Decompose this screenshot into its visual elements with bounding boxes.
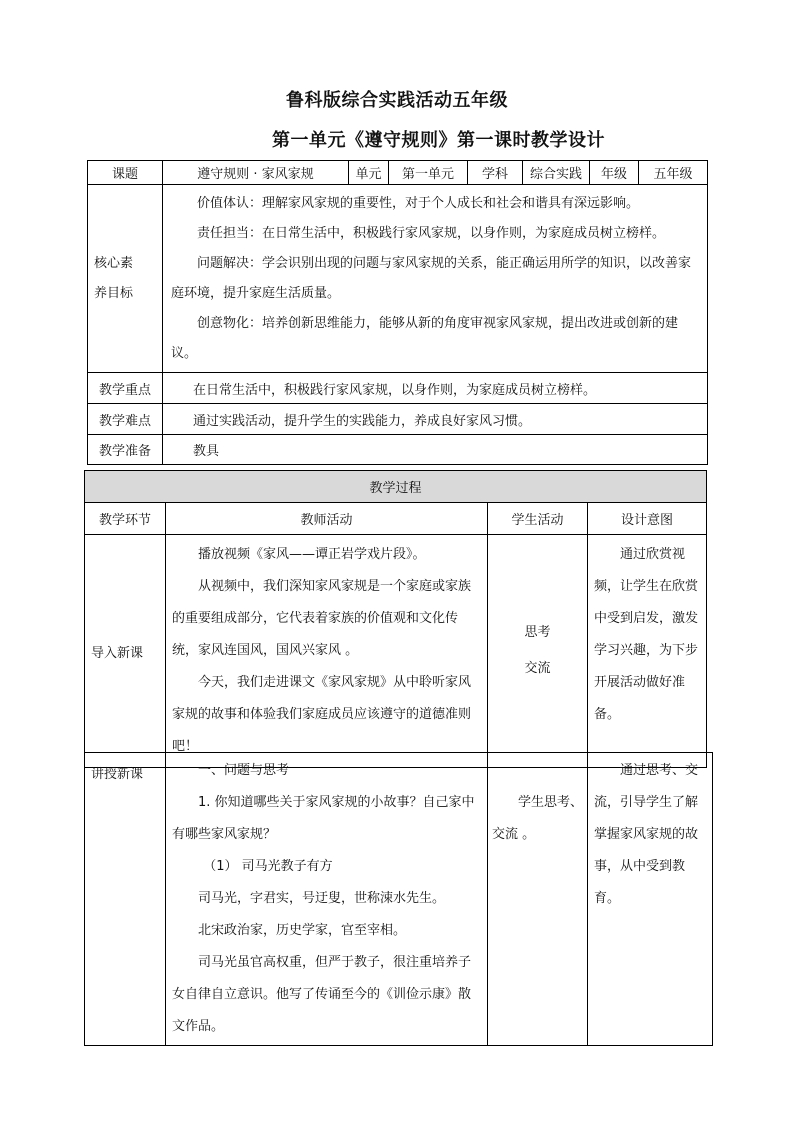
stage-intro: 导入新课 bbox=[85, 535, 166, 768]
intro-intent-text: 通过欣赏视频，让学生在欣赏中受到启发，激发学习兴趣，为下步开展活动做好准备。 bbox=[594, 547, 699, 722]
grade-label: 年级 bbox=[590, 161, 639, 185]
lesson-story-line-1: 司马光，字君实，号迂叟，世称涑水先生。 bbox=[198, 891, 446, 906]
process-header: 教学过程 bbox=[85, 471, 707, 503]
student-discuss: 交流 bbox=[524, 661, 551, 676]
core-goal-responsibility: 责任担当：在日常生活中，积极践行家风家规，以身作则，为家庭成员树立榜样。 bbox=[197, 225, 666, 241]
lesson-question: 1. 你知道哪些关于家风家规的小故事？自己家中有哪些家风家规？ bbox=[172, 795, 475, 842]
topic-label: 课题 bbox=[88, 161, 163, 185]
student-activity-text: 学生思考、交流 。 bbox=[492, 795, 584, 842]
subject-value: 综合实践 bbox=[523, 161, 590, 185]
core-goals-content bbox=[163, 185, 708, 373]
prep-label: 教学准备 bbox=[88, 435, 163, 465]
subject-label: 学科 bbox=[468, 161, 523, 185]
process-table-continued bbox=[84, 752, 713, 1046]
intro-paragraph-1: 播放视频《家风——谭正岩学戏片段》。 bbox=[198, 547, 426, 562]
design-intent-new-lesson bbox=[588, 753, 713, 1046]
intro-paragraph-2: 从视频中，我们深知家风家规是一个家庭或家族的重要组成部分，它代表着家族的价值观和文化传统，家风连国风，国风兴家风 。 bbox=[172, 579, 472, 658]
topic-value: 遵守规则 · 家风家规 bbox=[163, 161, 349, 185]
column-student: 学生活动 bbox=[488, 503, 588, 535]
column-intent: 设计意图 bbox=[588, 503, 707, 535]
prep-value: 教具 bbox=[163, 435, 708, 465]
student-activity-intro bbox=[488, 535, 588, 768]
core-goal-value: 价值体认：理解家风家规的重要性，对于个人成长和社会和谐具有深远影响。 bbox=[197, 195, 640, 211]
design-intent-intro bbox=[588, 535, 707, 768]
teacher-activity-intro bbox=[166, 535, 488, 768]
unit-value: 第一单元 bbox=[389, 161, 468, 185]
teacher-activity-new-lesson bbox=[166, 753, 488, 1046]
column-teacher: 教师活动 bbox=[166, 503, 488, 535]
grade-value: 五年级 bbox=[639, 161, 708, 185]
key-point-label: 教学重点 bbox=[88, 373, 163, 404]
student-activity-new-lesson bbox=[488, 753, 588, 1046]
process-table bbox=[84, 470, 707, 768]
lesson-info-table bbox=[87, 160, 708, 465]
difficulty-label: 教学难点 bbox=[88, 404, 163, 435]
core-goal-problem: 问题解决：学会识别出现的问题与家风家规的关系，能正确运用所学的知识，以改善家庭环境，提升家庭生活质量。 bbox=[171, 255, 692, 301]
lesson-story-line-2: 北宋政治家，历史学家，官至宰相。 bbox=[198, 923, 407, 938]
lesson-heading: 一、问题与思考 bbox=[198, 763, 290, 778]
lesson-title: 第一单元《遵守规则》第一课时教学设计 bbox=[272, 130, 605, 151]
stage-new-lesson: 讲授新课 bbox=[85, 753, 166, 1046]
core-goals-label bbox=[88, 185, 163, 373]
lesson-story-title: （1） 司马光教子有方 bbox=[203, 859, 333, 874]
unit-label: 单元 bbox=[349, 161, 389, 185]
lesson-intent-text: 通过思考、交流，引导学生了解掌握家风家规的故事，从中受到教育。 bbox=[594, 763, 699, 906]
document-title: 鲁科版综合实践活动五年级 bbox=[286, 90, 508, 111]
core-label-line1: 核心素 bbox=[94, 255, 134, 271]
core-label-line2: 养目标 bbox=[94, 285, 134, 301]
column-stage: 教学环节 bbox=[85, 503, 166, 535]
key-point-value: 在日常生活中，积极践行家风家规，以身作则，为家庭成员树立榜样。 bbox=[163, 373, 708, 404]
intro-paragraph-3: 今天，我们走进课文《家风家规》从中聆听家风家规的故事和体验我们家庭成员应该遵守的道德准则吧！ bbox=[172, 675, 472, 754]
difficulty-value: 通过实践活动，提升学生的实践能力，养成良好家风习惯。 bbox=[163, 404, 708, 435]
student-think: 思考 bbox=[524, 625, 551, 640]
core-goal-creativity: 创意物化：培养创新思维能力，能够从新的角度审视家风家规，提出改进或创新的建议。 bbox=[171, 315, 679, 361]
lesson-story-line-3: 司马光虽官高权重，但严于教子，很注重培养子女自律自立意识。他写了传诵至今的《训俭示康》散文作品。 bbox=[172, 955, 472, 1034]
